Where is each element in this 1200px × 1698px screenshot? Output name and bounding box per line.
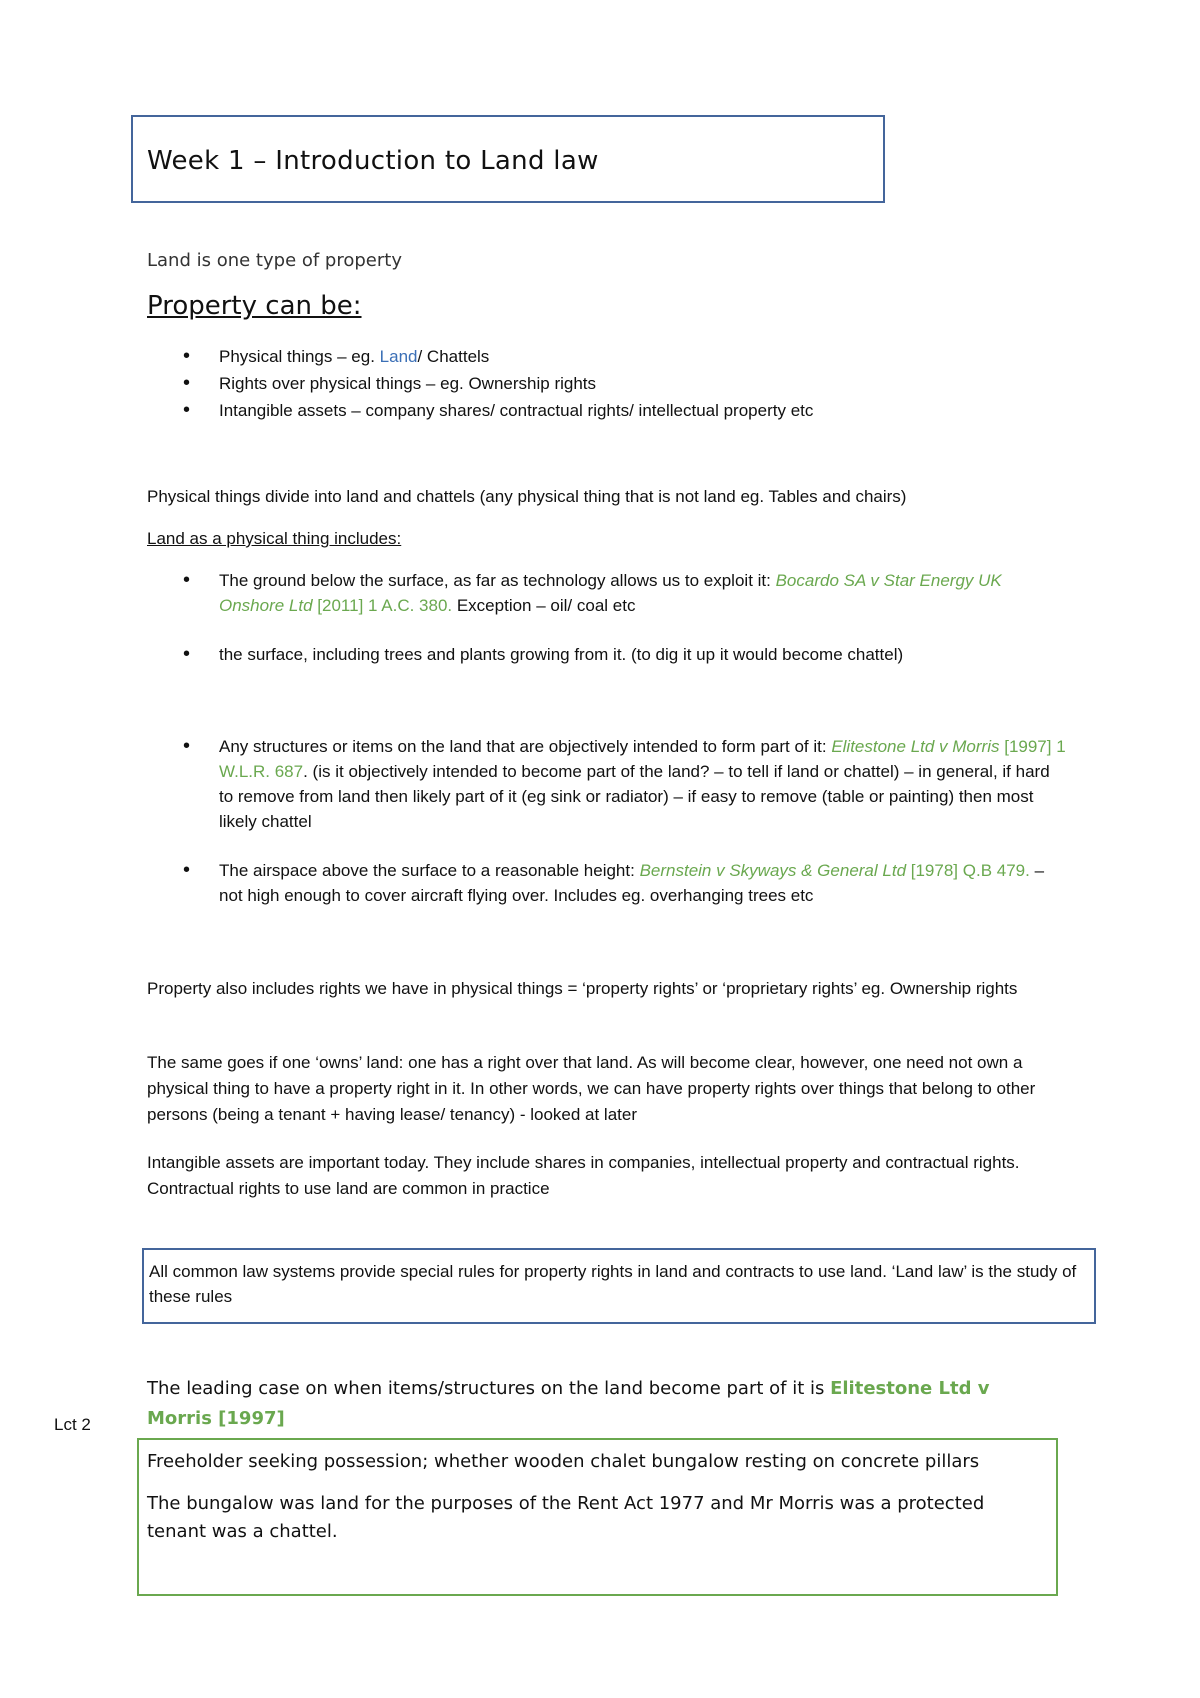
list-item-text: The airspace above the surface to a reasonable height: <box>219 861 640 880</box>
list-item <box>147 734 1067 834</box>
list-item-text: – not high enough to cover aircraft flying over. Includes eg. overhanging trees etc <box>219 861 1045 905</box>
physical-things-text: Physical things divide into land and chattels (any physical thing that is not land eg. Tables and chairs) <box>147 487 907 506</box>
list-item <box>147 371 1067 396</box>
list-item-text: / Chattels <box>417 347 490 366</box>
paragraph-owns-land: The same goes if one ‘owns’ land: one has a right over that land. As will become clear, however, one need not own a physical thing to have a property right in it. In other words, we can have property rights over things that belong to other persons (being a tenant + having lease/ tenancy) - looked at later <box>147 1053 1036 1124</box>
list-item <box>147 858 1067 908</box>
case-citation: Elitestone Ltd v Morris <box>831 737 1000 756</box>
case-citation: Bocardo SA v Star Energy UK Onshore Ltd <box>219 571 1002 615</box>
case-reference: [1997] 1 W.L.R. 687 <box>219 737 1066 781</box>
leading-case-text <box>147 1374 1047 1434</box>
land-link: Land <box>379 347 418 366</box>
list-item-text: . (is it objectively intended to become part of the land? – to tell if land or chattel) – in general, if hard to remove from land then likely part of it (eg sink or radiator) – if easy to remove (table or painting) then most likely chattel <box>219 762 1050 831</box>
property-list <box>147 344 1067 423</box>
paragraph-intangible-assets: Intangible assets are important today. They include shares in companies, intellectual property and contractual rights. Contractual rights to use land are common in practice <box>147 1153 1020 1198</box>
case-box-line: The bungalow was land for the purposes of the Rent Act 1977 and Mr Morris was a protected tenant was a chattel. <box>147 1493 985 1542</box>
property-heading: Property can be: <box>147 291 362 321</box>
case-box <box>137 1438 1058 1596</box>
list-item-text: Rights over physical things – eg. Ownership rights <box>219 374 597 393</box>
list-item-text: Intangible assets – company shares/ contractual rights/ intellectual property etc <box>219 401 814 420</box>
margin-note: Lct 2 <box>54 1415 91 1434</box>
intro-text: Land is one type of property <box>147 250 402 271</box>
case-citation: Bernstein v Skyways & General Ltd <box>639 861 907 880</box>
rules-box-text: All common law systems provide special rules for property rights in land and contracts to use land. ‘Land law’ is the study of these rules <box>149 1262 1077 1306</box>
list-item <box>147 568 1067 618</box>
list-item <box>147 642 1067 667</box>
case-box-line: Freeholder seeking possession; whether wooden chalet bungalow resting on concrete pillars <box>147 1451 980 1472</box>
page-title: Week 1 – Introduction to Land law <box>147 146 599 176</box>
land-list <box>147 568 1067 908</box>
list-item-text: Physical things – eg. <box>219 347 380 366</box>
list-item <box>147 398 1067 423</box>
rules-box <box>142 1248 1096 1324</box>
list-item-text: Any structures or items on the land that are objectively intended to form part of it: <box>219 737 832 756</box>
list-item-text: the surface, including trees and plants growing from it. (to dig it up it would become chattel) <box>219 645 904 664</box>
leading-case-intro: The leading case on when items/structures on the land become part of it is <box>147 1378 831 1399</box>
case-reference: [2011] 1 A.C. 380. <box>312 596 453 615</box>
land-heading: Land as a physical thing includes: <box>147 529 402 548</box>
list-item-text: Exception – oil/ coal etc <box>452 596 636 615</box>
case-citation: Elitestone Ltd v Morris [1997] <box>147 1378 990 1429</box>
paragraph-property-rights: Property also includes rights we have in physical things = ‘property rights’ or ‘proprietary rights’ eg. Ownership rights <box>147 979 1018 998</box>
list-item <box>147 344 1067 369</box>
list-item-text: The ground below the surface, as far as technology allows us to exploit it: <box>219 571 776 590</box>
case-reference: [1978] Q.B 479. <box>906 861 1030 880</box>
